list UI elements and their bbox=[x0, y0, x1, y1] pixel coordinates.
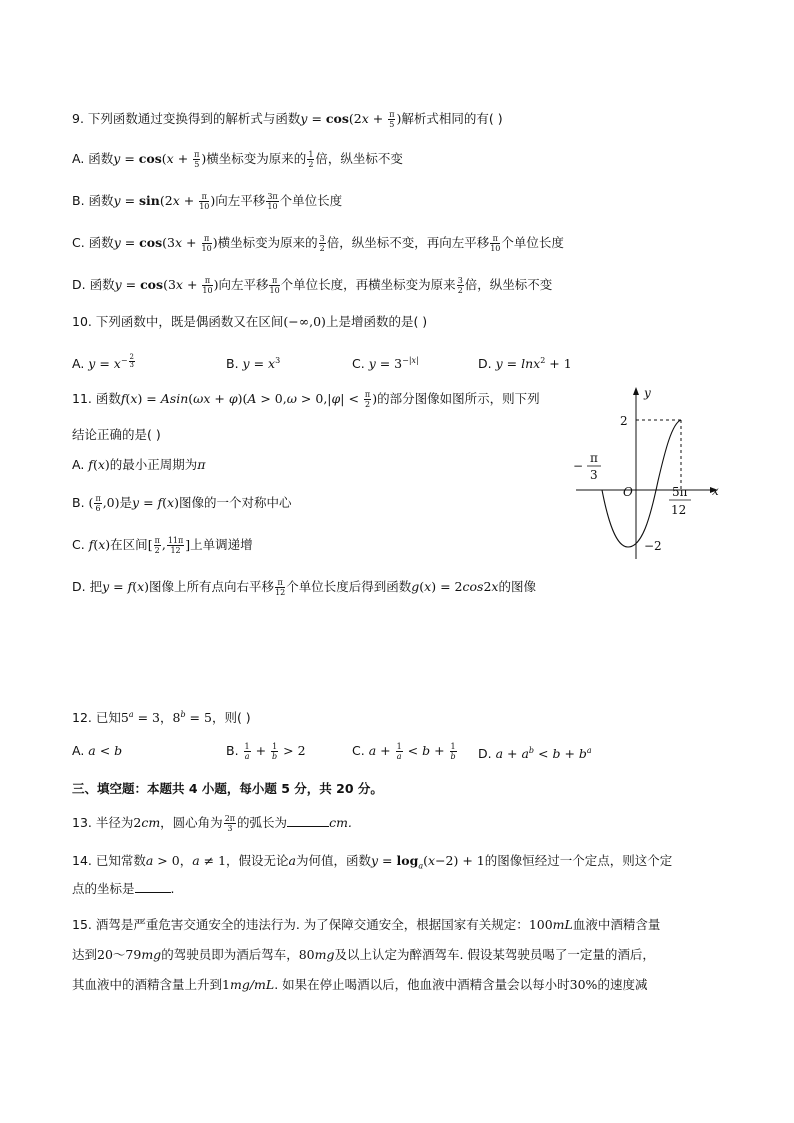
q12-option-b: B. $\frac{1}{a}$ + $\frac{1}{b}$ > 2 bbox=[226, 742, 306, 761]
x-left-den: 3 bbox=[590, 468, 598, 482]
q10-option-d: D. y = lnx$^2$ + 1 bbox=[478, 356, 572, 372]
q12-stem: 12. 已知$5^a = 3$，$8^b = 5$，则( ) bbox=[72, 710, 251, 726]
q12-option-c: C. a + $\frac{1}{a}$ < b + $\frac{1}{b}$ bbox=[352, 742, 456, 761]
q10-option-b: B. $y = x^3$ bbox=[226, 356, 281, 372]
q9-option-d: D. 函数y = cos(3x + $\frac{\pi}{10}$ )向左平移 $\frac{\pi}{10}$ 个单位长度，再横坐标变为原来 $\frac{3}{2}$ 倍，纵坐标不变 bbox=[72, 276, 553, 295]
y-max-label: 2 bbox=[620, 414, 628, 428]
q11-graph bbox=[568, 383, 728, 563]
q15-line-3: 其血液中的酒精含量上升到1mg/mL. 如果在停止喝酒以后，他血液中酒精含量会以每小时30%的速度减 bbox=[72, 977, 648, 992]
sine-curve bbox=[602, 420, 681, 547]
q11-stem-2: 结论正确的是( ) bbox=[72, 427, 161, 442]
q14-stem-2: 点的坐标是 . bbox=[72, 881, 175, 896]
q9-option-c: C. 函数y = cos(3x + $\frac{\pi}{10}$ )横坐标变为原来的 $\frac{3}{2}$ 倍，纵坐标不变，再向左平移 $\frac{\pi}{10}$ 个单位长度 bbox=[72, 234, 564, 253]
q11-option-b: B. ( $\frac{\pi}{6}$ ,0)是y = f(x)图像的一个对称中心 bbox=[72, 494, 292, 513]
q11-stem: 11. 函数f(x) = Asin(ωx + φ)(A > 0,ω > 0,|φ| < $\frac{\pi}{2}$ )的部分图像如图所示，则下列 bbox=[72, 390, 540, 409]
q15-line-1: 15. 酒驾是严重危害交通安全的违法行为. 为了保障交通安全，根据国家有关规定：100mL血液中酒精含量 bbox=[72, 917, 661, 932]
q10-stem: 10. 下列函数中，既是偶函数又在区间(−∞,0)上是增函数的是( ) bbox=[72, 314, 428, 329]
x-right-num: 5π bbox=[672, 485, 688, 499]
q12-option-a: A. a < b bbox=[72, 743, 123, 758]
y-axis-label: y bbox=[644, 386, 651, 400]
y-min-label: −2 bbox=[644, 539, 662, 553]
q9-option-a: A. 函数y = cos(x + $\frac{\pi}{5}$ )横坐标变为原来的 $\frac{1}{2}$ 倍，纵坐标不变 bbox=[72, 150, 403, 169]
q12-option-d: D. $a + a^b < b + b^a$ bbox=[478, 746, 592, 762]
q11-option-d: D. 把y = f(x)图像上所有点向右平移 $\frac{\pi}{12}$ 个单位长度后得到函数g(x) = 2cos2x的图像 bbox=[72, 578, 536, 597]
x-left-sign: − bbox=[573, 459, 584, 473]
q9-option-b: B. 函数y = sin(2x + $\frac{\pi}{10}$ )向左平移 $\frac{3\pi}{10}$ 个单位长度 bbox=[72, 192, 343, 211]
q15-line-2: 达到20～79mg的驾驶员即为酒后驾车，80mg及以上认定为醉酒驾车. 假设某驾驶员喝了一定量的酒后， bbox=[72, 947, 655, 962]
y-axis-arrow-icon bbox=[633, 387, 639, 395]
q13-stem: 13. 半径为2cm，圆心角为 $\frac{2\pi}{3}$ 的弧长为 cm. bbox=[72, 814, 352, 833]
x-left-num: π bbox=[590, 451, 598, 465]
q14-stem: 14. 已知常数a > 0，a ≠ 1，假设无论a为何值，函数$y = \log_a(x-2) + 1$的图像恒经过一个定点，则这个定 bbox=[72, 853, 673, 871]
section-3-title: 三、填空题：本题共 4 小题，每小题 5 分，共 20 分。 bbox=[72, 781, 383, 796]
q10-option-a: A. $y = x^{- \frac{2}{3}}$ bbox=[72, 352, 135, 372]
x-axis-label: x bbox=[712, 484, 719, 498]
q14-answer-blank[interactable] bbox=[135, 880, 171, 893]
q11-option-a: A. f(x)的最小正周期为π bbox=[72, 457, 206, 472]
q13-answer-blank[interactable] bbox=[287, 814, 329, 827]
q11-option-c: C. f(x)在区间[ $\frac{\pi}{2}$ , $\frac{11\pi}{12}$ ]上单调递增 bbox=[72, 536, 253, 555]
x-right-den: 12 bbox=[671, 503, 687, 517]
q10-option-c: C. $y = 3^{-|x|}$ bbox=[352, 356, 419, 372]
origin-label: O bbox=[623, 485, 633, 499]
q9-stem: 9. 下列函数通过变换得到的解析式与函数y = cos(2x + $\frac{\pi}{5}$ )解析式相同的有( ) bbox=[72, 110, 503, 129]
